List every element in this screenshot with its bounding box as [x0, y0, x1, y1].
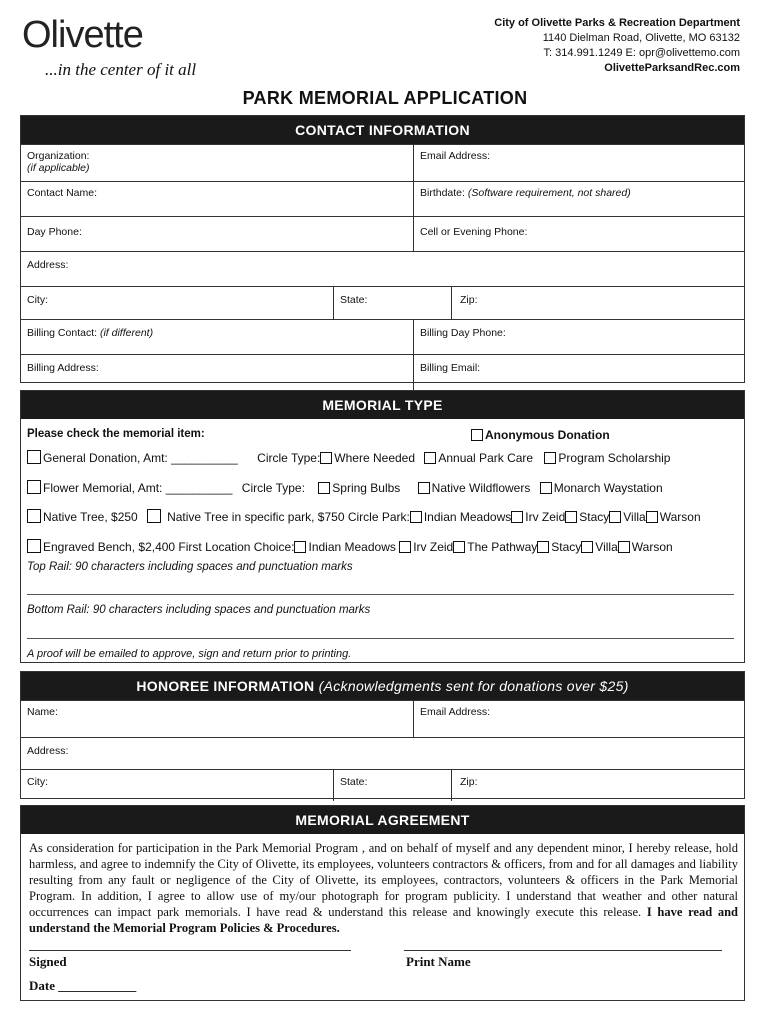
contact-row-city — [21, 286, 744, 319]
honoree-address-label: Address: — [27, 745, 69, 757]
billing-day-phone-label: Billing Day Phone: — [420, 327, 506, 339]
bench-park-indian-meadows-checkbox[interactable] — [294, 541, 306, 553]
memorial-instruction: Please check the memorial item: — [27, 428, 205, 440]
billing-contact-label: Billing Contact: — [27, 327, 98, 339]
agreement-text — [29, 840, 738, 936]
department-name: City of Olivette Parks & Recreation Department — [494, 17, 740, 29]
contact-name-label: Contact Name: — [27, 187, 98, 199]
honoree-row-name — [21, 700, 744, 737]
honoree-state-label: State: — [340, 776, 368, 788]
bench-park-indian-meadows: Indian Meadows — [308, 540, 396, 554]
circle-type-label-2: Circle Type: — [241, 481, 305, 495]
bench-park-stacy-checkbox[interactable] — [537, 541, 549, 553]
flower-memorial-checkbox[interactable] — [27, 480, 41, 494]
native-tree-row — [27, 509, 701, 524]
department-contact: T: 314.991.1249 E: opr@olivettemo.com — [543, 47, 740, 59]
bench-park-warson: Warson — [631, 540, 673, 554]
honoree-email-field[interactable] — [413, 701, 744, 737]
zip-field[interactable] — [451, 287, 744, 319]
general-donation-checkbox[interactable] — [27, 450, 41, 464]
state-field[interactable] — [333, 287, 451, 319]
signature-line[interactable] — [29, 950, 351, 951]
honoree-state-field[interactable] — [333, 770, 451, 801]
wildflowers-checkbox[interactable] — [418, 482, 430, 494]
tree-park-warson-checkbox[interactable] — [646, 511, 658, 523]
tree-park-irv-zeid-checkbox[interactable] — [511, 511, 523, 523]
bench-park-irv-zeid-checkbox[interactable] — [399, 541, 411, 553]
print-name-line[interactable] — [404, 950, 722, 951]
department-street: 1140 Dielman Road, Olivette, MO 63132 — [542, 32, 740, 44]
signed-label: Signed — [29, 954, 67, 969]
honoree-heading-bar — [21, 672, 744, 700]
honoree-zip-label: Zip: — [460, 776, 478, 788]
tree-park-indian-meadows-checkbox[interactable] — [410, 511, 422, 523]
address-label: Address: — [27, 259, 69, 271]
memorial-type-heading: MEMORIAL TYPE — [21, 391, 744, 419]
native-tree-park-checkbox[interactable] — [147, 509, 161, 523]
spring-bulbs-checkbox[interactable] — [318, 482, 330, 494]
where-needed-checkbox[interactable] — [320, 452, 332, 464]
birthdate-field[interactable] — [413, 182, 744, 216]
honoree-email-label: Email Address: — [420, 706, 491, 718]
annual-park-label: Annual Park Care — [438, 451, 534, 465]
anonymous-option[interactable] — [471, 428, 610, 442]
zip-label: Zip: — [460, 294, 478, 306]
native-tree-park-label: Native Tree in specific park, $750 Circle Park: — [167, 510, 410, 524]
honoree-city-label: City: — [27, 776, 48, 788]
department-address-block — [494, 16, 740, 76]
monarch-label: Monarch Waystation — [553, 481, 663, 495]
contact-row-billing — [21, 319, 744, 354]
contact-row-address — [21, 251, 744, 286]
email-field[interactable] — [413, 145, 744, 181]
cell-phone-label: Cell or Evening Phone: — [420, 226, 528, 238]
billing-address-field[interactable] — [21, 355, 413, 390]
contact-row-org — [21, 144, 744, 181]
day-phone-label: Day Phone: — [27, 226, 82, 238]
native-tree-checkbox[interactable] — [27, 509, 41, 523]
proof-note: A proof will be emailed to approve, sign and return prior to printing. — [27, 648, 352, 660]
honoree-heading: HONOREE INFORMATION — [136, 678, 315, 694]
birthdate-note: (Software requirement, not shared) — [467, 187, 631, 199]
billing-contact-field[interactable] — [21, 320, 413, 354]
top-rail-note: Top Rail: 90 characters including spaces and punctuation marks — [27, 561, 353, 573]
contact-section — [20, 115, 745, 383]
honoree-heading-note: (Acknowledgments sent for donations over $25) — [318, 678, 629, 694]
organization-label: Organization: — [27, 150, 90, 162]
agreement-body: As consideration for participation in the Park Memorial Program , and on behalf of myself and any dependent minor, I hereby release, hold harmless, and agree to indemnify the City of Olivette, its employees, volunteers contractors & officers, from and for all damages and liability resulting from any fault or negligence of the City of Olivette, its employees, contractors, volunteers & officers in the Park Memorial Program. In addition, I agree to allow use of my/our photograph for program publicity. I understand that weather and other natural occurrences can impact park memorials. I have read & understand this release and knowingly execute this release. — [29, 841, 738, 919]
organization-field[interactable] — [21, 145, 413, 181]
bench-park-pathway-checkbox[interactable] — [453, 541, 465, 553]
contact-row-phone — [21, 216, 744, 251]
honoree-row-city — [21, 769, 744, 801]
bench-park-pathway: The Pathway — [467, 540, 538, 554]
memorial-type-section — [20, 390, 745, 663]
billing-email-label: Billing Email: — [420, 362, 481, 374]
honoree-name-field[interactable] — [21, 701, 413, 737]
wildflowers-label: Native Wildflowers — [431, 481, 531, 495]
page-title: PARK MEMORIAL APPLICATION — [242, 88, 528, 108]
agreement-bold-tail: I have read and understand the Memorial Program Policies & Procedures. — [29, 905, 739, 935]
contact-row-billing-address — [21, 354, 744, 390]
billing-email-field[interactable] — [413, 355, 744, 390]
city-label: City: — [27, 294, 48, 306]
day-phone-field[interactable] — [21, 217, 413, 251]
honoree-section — [20, 671, 745, 799]
native-tree-label: Native Tree, $250 — [43, 510, 138, 524]
date-field[interactable]: Date ____________ — [29, 978, 137, 993]
agreement-section — [20, 805, 745, 1001]
department-website[interactable]: OlivetteParksandRec.com — [604, 62, 740, 74]
birthdate-label: Birthdate: — [420, 187, 465, 199]
general-donation-row — [27, 450, 670, 465]
billing-address-label: Billing Address: — [27, 362, 99, 374]
organization-note: (if applicable) — [27, 162, 90, 174]
tree-park-villa: Villa — [623, 510, 646, 524]
general-donation-label: General Donation, Amt: __________ — [43, 451, 238, 465]
tree-park-indian-meadows: Indian Meadows — [423, 510, 512, 524]
tree-park-stacy-checkbox[interactable] — [565, 511, 577, 523]
bench-row — [27, 539, 673, 554]
bench-park-villa: Villa — [595, 540, 618, 554]
scholarship-checkbox[interactable] — [544, 452, 556, 464]
tree-park-villa-checkbox[interactable] — [609, 511, 621, 523]
contact-heading: CONTACT INFORMATION — [21, 116, 744, 144]
tree-park-stacy: Stacy — [579, 510, 610, 524]
bench-park-villa-checkbox[interactable] — [581, 541, 593, 553]
address-field[interactable] — [21, 252, 744, 286]
bench-park-stacy: Stacy — [551, 540, 582, 554]
bench-label: Engraved Bench, $2,400 First Location Choice: — [43, 540, 295, 554]
annual-park-checkbox[interactable] — [424, 452, 436, 464]
billing-day-phone-field[interactable] — [413, 320, 744, 354]
contact-name-field[interactable] — [21, 182, 413, 216]
state-label: State: — [340, 294, 368, 306]
bottom-rail-line[interactable] — [27, 638, 734, 639]
honoree-name-label: Name: — [27, 706, 58, 718]
monarch-checkbox[interactable] — [540, 482, 552, 494]
flower-memorial-row — [27, 480, 663, 495]
top-rail-line[interactable] — [27, 594, 734, 595]
honoree-row-address — [21, 737, 744, 769]
anonymous-checkbox[interactable] — [471, 429, 483, 441]
spring-bulbs-label: Spring Bulbs — [332, 481, 401, 495]
flower-memorial-label: Flower Memorial, Amt: __________ — [43, 481, 233, 495]
olivette-logo: Olivette — [22, 14, 143, 56]
agreement-heading: MEMORIAL AGREEMENT — [21, 806, 744, 834]
bench-park-warson-checkbox[interactable] — [618, 541, 630, 553]
cell-phone-field[interactable] — [413, 217, 744, 251]
honoree-address-field[interactable] — [21, 738, 744, 769]
bench-park-irv-zeid: Irv Zeid — [413, 540, 454, 554]
tree-park-warson: Warson — [659, 510, 701, 524]
city-field[interactable] — [21, 287, 333, 319]
bench-checkbox[interactable] — [27, 539, 41, 553]
where-needed-label: Where Needed — [334, 451, 416, 465]
honoree-city-field[interactable] — [21, 770, 333, 801]
tree-park-irv-zeid: Irv Zeid — [525, 510, 566, 524]
anonymous-label: Anonymous Donation — [485, 428, 610, 442]
honoree-zip-field[interactable] — [451, 770, 744, 801]
print-name-label: Print Name — [406, 954, 471, 969]
circle-type-label-1: Circle Type: — [257, 451, 321, 465]
logo-tagline: ...in the center of it all — [45, 60, 197, 79]
scholarship-label: Program Scholarship — [558, 451, 671, 465]
email-label: Email Address: — [420, 150, 491, 162]
billing-contact-note: (if different) — [99, 327, 154, 339]
contact-row-name — [21, 181, 744, 216]
bottom-rail-note: Bottom Rail: 90 characters including spaces and punctuation marks — [27, 604, 371, 616]
